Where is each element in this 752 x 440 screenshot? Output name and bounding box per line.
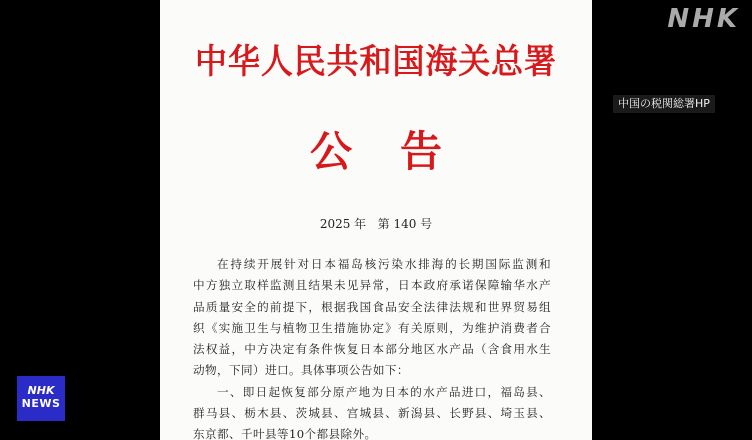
body-line: 东京都、千叶县等10个都县除外。: [193, 427, 377, 440]
document-body: [193, 254, 551, 440]
document-number: 2025 年 第 140 号: [319, 217, 433, 231]
body-line: 织《实施卫生与植物卫生措施协定》有关原则，为维护消费者合: [193, 320, 551, 335]
body-line: 中方独立取样监测且结果未见异常，日本政府承诺保障输华水产: [193, 278, 551, 293]
body-line: 群马县、栃木县、茨城县、宫城县、新潟县、长野县、埼玉县、: [193, 406, 551, 421]
nhk-logo: NHK: [667, 4, 740, 34]
announcement-document: [160, 0, 592, 440]
nhk-news-badge: [17, 376, 65, 421]
document-subtitle: 公告: [309, 127, 490, 176]
body-line: 在持续开展针对日本福岛核污染水排海的长期国际监测和: [217, 257, 551, 271]
document-title: 中华人民共和国海关总署: [195, 42, 557, 82]
badge-line-2: NEWS: [21, 397, 61, 410]
source-caption: 中国の税関総署HP: [613, 95, 715, 113]
body-line: 动物，下同）进口。具体事项公告如下：: [193, 363, 409, 378]
body-line: 品质量安全的前提下，根据我国食品安全法律法规和世界贸易组: [193, 299, 551, 314]
body-line: 一、即日起恢复部分原产地为日本的水产品进口，福岛县、: [217, 384, 551, 399]
badge-line-1: NHK: [27, 384, 55, 397]
body-line: 法权益，中方决定有条件恢复日本部分地区水产品（含食用水生: [193, 342, 551, 357]
